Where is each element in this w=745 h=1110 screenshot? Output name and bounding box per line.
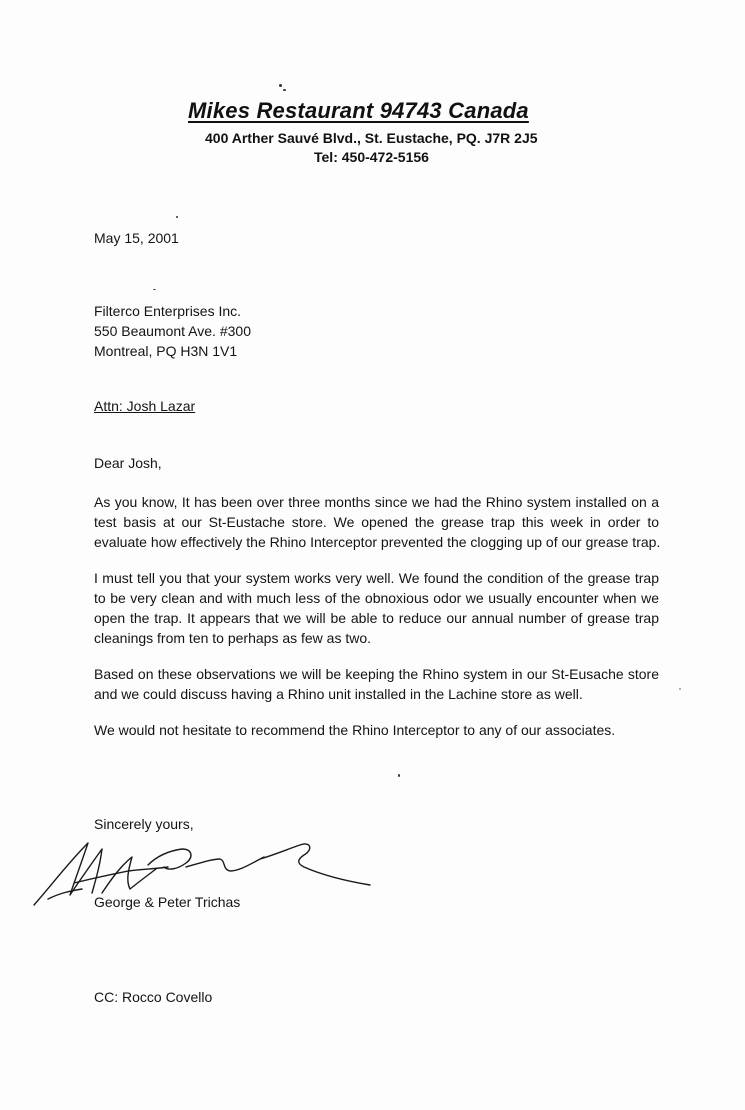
paragraph-line: Based on these observations we will be keeping the Rhino system in our St-Eusache store xyxy=(94,666,659,682)
body-paragraph-3 xyxy=(94,664,659,704)
restaurant-address: 400 Arther Sauvé Blvd., St. Eustache, PQ. J7R 2J5 xyxy=(205,130,538,146)
recipient-company: Filterco Enterprises Inc. xyxy=(94,303,242,319)
paragraph-line: and we could discuss having a Rhino unit installed in the Lachine store as well. xyxy=(94,686,583,702)
paragraph-line: I must tell you that your system works very well. We found the condition of the grease trap xyxy=(94,570,659,586)
body-paragraph-1 xyxy=(94,492,659,552)
scan-speck xyxy=(153,289,156,290)
scan-speck xyxy=(279,84,282,87)
paragraph-line: As you know, It has been over three months since we had the Rhino system installed on a xyxy=(94,494,659,510)
cc-line: CC: Rocco Covello xyxy=(94,989,213,1005)
attention-line: Attn: Josh Lazar xyxy=(94,398,196,414)
recipient-street: 550 Beaumont Ave. #300 xyxy=(94,323,251,339)
paragraph-line: to be very clean and with much less of the obnoxious odor we usually encounter when we xyxy=(94,590,659,606)
paragraph-line: We would not hesitate to recommend the Rhino Interceptor to any of our associates. xyxy=(94,722,616,738)
salutation: Dear Josh, xyxy=(94,455,162,471)
paragraph-line: cleanings from ten to perhaps as few as two. xyxy=(94,630,372,646)
scan-speck xyxy=(176,216,178,218)
closing: Sincerely yours, xyxy=(94,816,194,832)
scan-speck xyxy=(679,688,681,690)
letter-date: May 15, 2001 xyxy=(94,230,179,246)
body-paragraph-4 xyxy=(94,720,659,740)
restaurant-name: Mikes Restaurant 94743 Canada xyxy=(188,98,529,123)
recipient-city: Montreal, PQ H3N 1V1 xyxy=(94,343,238,359)
paragraph-line: evaluate how effectively the Rhino Interceptor prevented the clogging up of our grease trap. xyxy=(94,534,661,550)
scan-speck xyxy=(283,89,286,91)
paragraph-line: test basis at our St-Eustache store. We opened the grease trap this week in order to xyxy=(94,514,659,530)
restaurant-phone: Tel: 450-472-5156 xyxy=(314,149,429,165)
signer-name: George & Peter Trichas xyxy=(94,894,241,910)
scan-speck xyxy=(398,774,400,777)
body-paragraph-2 xyxy=(94,568,659,648)
paragraph-line: open the trap. It appears that we will be able to reduce our annual number of grease trap xyxy=(94,610,659,626)
